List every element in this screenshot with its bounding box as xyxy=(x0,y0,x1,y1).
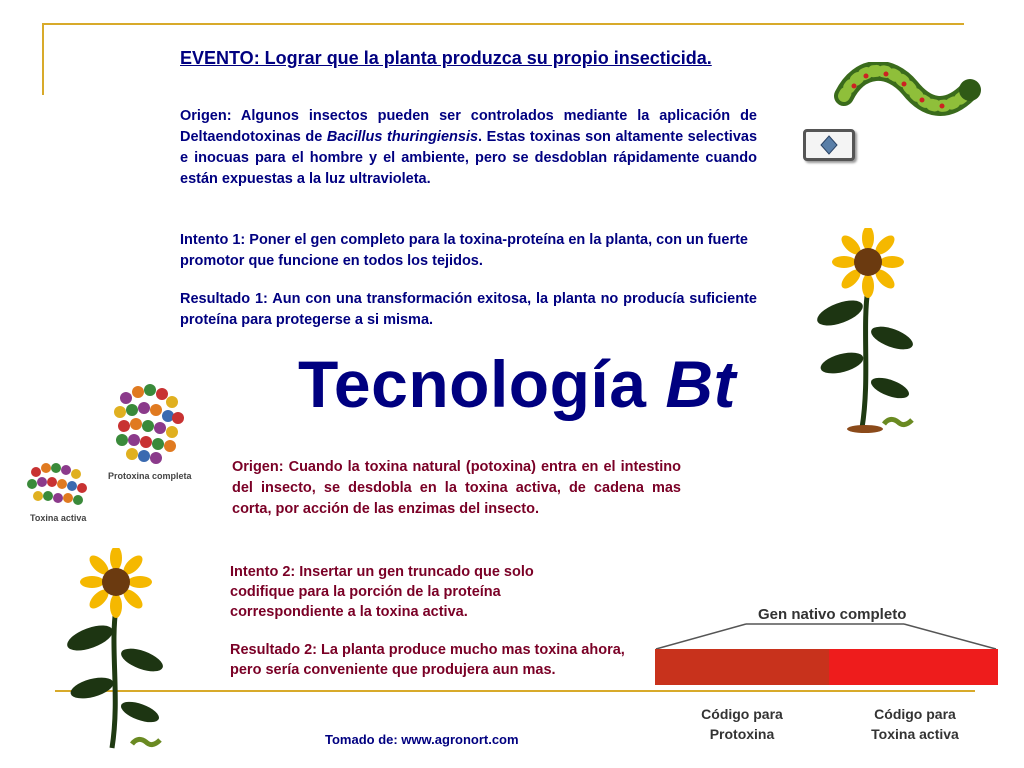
origin-1-species: Bacillus thuringiensis xyxy=(326,129,479,145)
origin-1-before: Origen: Algunos insectos pueden ser controlados mediante la aplicación de Deltaendotoxinas de xyxy=(180,108,757,145)
result-2-text: Resultado 2: La planta produce mucho mas toxina ahora, pero sería conveniente que produjera aun mas. xyxy=(230,642,625,678)
big-title-main: Tecnología xyxy=(298,347,666,421)
slide-nav-button[interactable] xyxy=(803,129,855,161)
sunflower-icon xyxy=(810,228,920,434)
active-toxin-label: Toxina activa xyxy=(30,513,87,523)
code-protoxin-label: Código para Protoxina xyxy=(701,706,783,742)
protoxin-cluster-icon xyxy=(106,378,196,468)
origin-2-text: Origen: Cuando la toxina natural (potoxina) entra en el intestino del insecto, se desdobla en la toxina activa, de cadena mas corta, por acción de las enzimas del insecto. xyxy=(232,459,681,517)
active-toxin-cluster-icon xyxy=(24,460,94,510)
code-active-label: Código para Toxina activa xyxy=(871,706,959,742)
sunflower-bottom-icon xyxy=(62,548,172,754)
big-title-em: Bt xyxy=(665,347,736,421)
result-1-text: Resultado 1: Aun con una transformación exitosa, la planta no producía suficiente proteína para protegerse a si misma. xyxy=(180,291,757,328)
attempt-1-text: Intento 1: Poner el gen completo para la toxina-proteína en la planta, con un fuerte promotor que funcione en todos los tejidos. xyxy=(180,232,748,269)
big-title xyxy=(298,346,736,422)
source-credit: Tomado de: www.agronort.com xyxy=(325,732,519,747)
diamond-icon xyxy=(806,132,852,158)
gene-protoxin-segment xyxy=(655,649,829,685)
origin-1-text xyxy=(180,106,757,190)
bottom-gold-line xyxy=(55,690,975,692)
gene-title: Gen nativo completo xyxy=(758,606,907,623)
left-gold-line xyxy=(42,23,44,95)
caterpillar-icon xyxy=(830,62,990,132)
slide-title: EVENTO: Lograr que la planta produzca su propio insecticida. xyxy=(180,48,712,68)
gene-bracket xyxy=(650,618,1002,650)
top-gold-line xyxy=(42,23,964,25)
origin-1-after: . Estas toxinas son altamente selectivas e inocuas para el hombre y el ambiente, pero se desdoblan rápidamente cuando están expuestas a la luz ultravioleta. xyxy=(180,129,758,187)
attempt-2-text: Intento 2: Insertar un gen truncado que solo codifique para la porción de la proteína correspondiente a la toxina activa. xyxy=(230,564,534,620)
gene-active-segment xyxy=(829,649,998,685)
protoxin-label: Protoxina completa xyxy=(108,471,192,481)
